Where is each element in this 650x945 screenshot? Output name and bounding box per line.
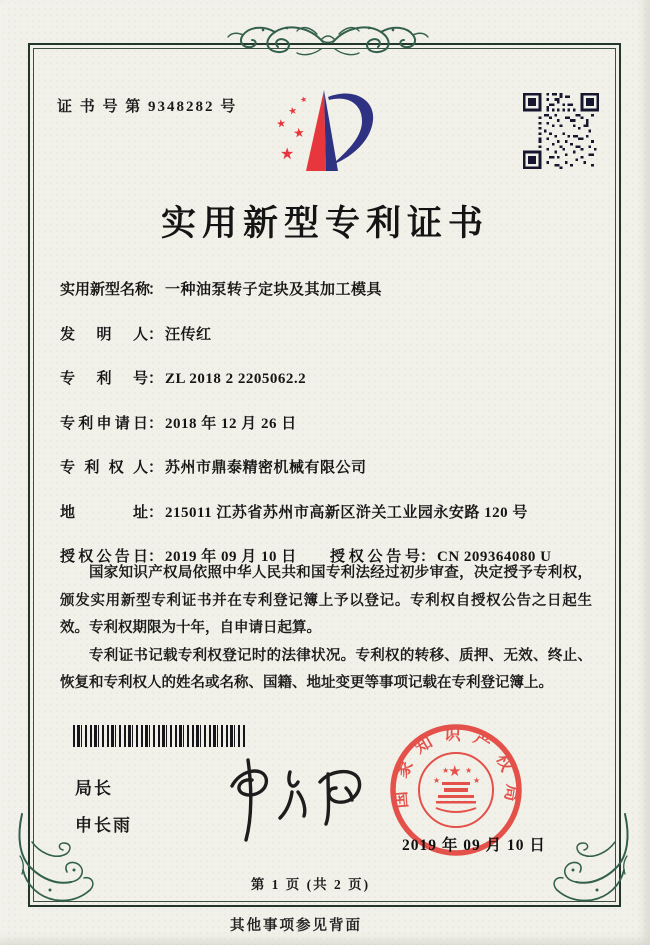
- field-label: 实用新型名称: [60, 282, 151, 298]
- field-label: 授权公告日: [60, 549, 148, 565]
- field-value: 苏州市鼎泰精密机械有限公司: [165, 460, 367, 476]
- svg-text:★: ★: [473, 776, 481, 785]
- field-inventor: 发明人： 汪传红: [60, 323, 600, 343]
- field-grant-date-and-number: 授权公告日： 2019 年 09 月 10 日 授权公告号： CN 209364080 U: [60, 545, 600, 565]
- dragon-ornament-icon: [217, 20, 439, 60]
- certificate-number: 证 书 号 第 9348282 号: [57, 99, 238, 115]
- field-filing-date: 专利申请日： 2018 年 12 月 26 日: [60, 412, 600, 432]
- field-label: 地址: [60, 504, 148, 521]
- svg-text:★: ★: [292, 125, 306, 142]
- field-label: 发明人: [60, 326, 148, 343]
- legal-paragraph-2: 专利证书记载专利权登记时的法律状况。专利权的转移、质押、无效、终止、恢复和专利权人的姓名或名称、国籍、地址变更等事项记载在专利登记簿上。: [60, 647, 592, 691]
- director-signature-icon: [212, 748, 372, 848]
- field-utility-model-name: 实用新型名称： 一种油泵转子定块及其加工模具: [60, 278, 600, 298]
- svg-text:★: ★: [275, 116, 287, 131]
- legal-paragraph-1: 国家知识产权局依照中华人民共和国专利法经过初步审查，决定授予专利权，颁发实用新型专利证书并在专利登记簿上予以登记。专利权自授权公告之日起生效。专利权期限为十年，自申请日起算。: [60, 565, 592, 636]
- director-block: [75, 774, 132, 848]
- field-label: 专利申请日: [60, 415, 148, 432]
- national-emblem-icon: [419, 753, 493, 827]
- legal-text: [60, 560, 592, 698]
- svg-text:★: ★: [433, 776, 441, 785]
- field-label: 专利号: [60, 371, 148, 387]
- floral-corner-icon: [537, 812, 637, 912]
- field-value: 215011 江苏省苏州市高新区浒关工业园永安路 120 号: [165, 504, 528, 521]
- back-side-note: 其他事项参见背面: [230, 918, 362, 934]
- field-value: 2018 年 12 月 26 日: [165, 415, 297, 432]
- field-value: ZL 2018 2 2205062.2: [165, 371, 307, 387]
- svg-text:★: ★: [287, 105, 299, 118]
- field-list: [60, 278, 600, 590]
- field-patentee: 专利权人： 苏州市鼎泰精密机械有限公司: [60, 456, 600, 476]
- field-value: 一种油泵转子定块及其加工模具: [165, 282, 383, 298]
- page-number: 第 1 页 (共 2 页): [250, 877, 371, 892]
- field-label: 专利权人: [60, 460, 148, 476]
- seal-date: 2019 年 09 月 10 日: [402, 837, 546, 854]
- seal-ring-text: 国家知识产权局: [390, 724, 523, 814]
- field-value: 2019 年 09 月 10 日: [165, 549, 297, 565]
- director-name: 申长雨: [75, 816, 132, 835]
- svg-text:★: ★: [280, 144, 295, 163]
- svg-text:★: ★: [465, 766, 473, 775]
- barcode: [73, 725, 246, 747]
- field-grant-number: 授权公告号： CN 209364080 U: [330, 545, 552, 566]
- director-title: 局长: [75, 779, 113, 798]
- qr-code-icon: [523, 93, 599, 169]
- cnipa-logo-icon: [272, 85, 387, 181]
- svg-text:★: ★: [448, 762, 462, 780]
- certificate-title: 实用新型专利证书: [160, 204, 489, 243]
- field-label: 授权公告号: [330, 549, 420, 565]
- field-patent-number: 专利号： ZL 2018 2 2205062.2: [60, 367, 600, 387]
- field-value: 汪传红: [165, 326, 212, 343]
- svg-text:★: ★: [442, 766, 450, 775]
- field-value: CN 209364080 U: [437, 549, 552, 565]
- svg-text:★: ★: [299, 94, 309, 105]
- field-address: 地址： 215011 江苏省苏州市高新区浒关工业园永安路 120 号: [60, 501, 600, 521]
